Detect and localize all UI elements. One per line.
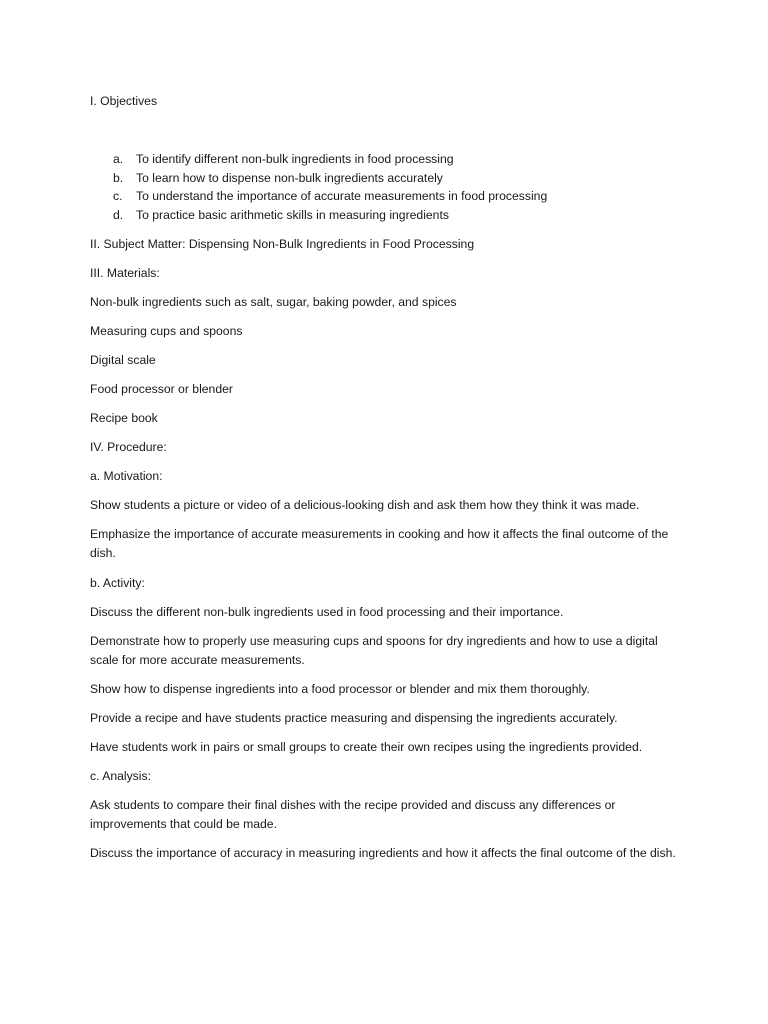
objective-text: To practice basic arithmetic skills in measuring ingredients — [136, 208, 449, 222]
motivation-paragraph: Show students a picture or video of a delicious-looking dish and ask them how they think it was made. — [90, 498, 640, 512]
material-item: Recipe book — [90, 411, 158, 425]
activity-paragraph: Have students work in pairs or small groups to create their own recipes using the ingredients provided. — [90, 740, 643, 754]
objective-text: To learn how to dispense non-bulk ingredients accurately — [136, 171, 443, 185]
material-item: Measuring cups and spoons — [90, 324, 243, 338]
analysis-paragraph: Ask students to compare their final dishes with the recipe provided and discuss any differences or improvements that could be made. — [90, 798, 616, 831]
objective-text: To identify different non-bulk ingredients in food processing — [136, 152, 454, 166]
procedure-heading: IV. Procedure: — [90, 440, 167, 454]
activity-paragraph: Show how to dispense ingredients into a food processor or blender and mix them thoroughly. — [90, 682, 590, 696]
material-item: Non-bulk ingredients such as salt, sugar, baking powder, and spices — [90, 295, 457, 309]
activity-paragraph: Discuss the different non-bulk ingredients used in food processing and their importance. — [90, 605, 564, 619]
motivation-heading: a. Motivation: — [90, 469, 163, 483]
objective-text: To understand the importance of accurate measurements in food processing — [136, 189, 548, 203]
list-marker: d. — [113, 208, 124, 222]
list-marker: c. — [113, 189, 123, 203]
list-marker: a. — [113, 152, 124, 166]
subject-matter: II. Subject Matter: Dispensing Non-Bulk Ingredients in Food Processing — [90, 237, 475, 251]
materials-heading: III. Materials: — [90, 266, 160, 280]
activity-paragraph: Provide a recipe and have students practice measuring and dispensing the ingredients accurately. — [90, 711, 618, 725]
activity-paragraph: Demonstrate how to properly use measuring cups and spoons for dry ingredients and how to use a digital scale for more accurate measurements. — [90, 634, 658, 667]
analysis-paragraph: Discuss the importance of accuracy in measuring ingredients and how it affects the final outcome of the dish. — [90, 846, 676, 860]
list-marker: b. — [113, 171, 124, 185]
objectives-heading: I. Objectives — [90, 94, 158, 108]
material-item: Digital scale — [90, 353, 156, 367]
analysis-heading: c. Analysis: — [90, 769, 151, 783]
motivation-paragraph: Emphasize the importance of accurate measurements in cooking and how it affects the final outcome of the dish. — [90, 527, 669, 560]
material-item: Food processor or blender — [90, 382, 233, 396]
activity-heading: b. Activity: — [90, 576, 145, 590]
